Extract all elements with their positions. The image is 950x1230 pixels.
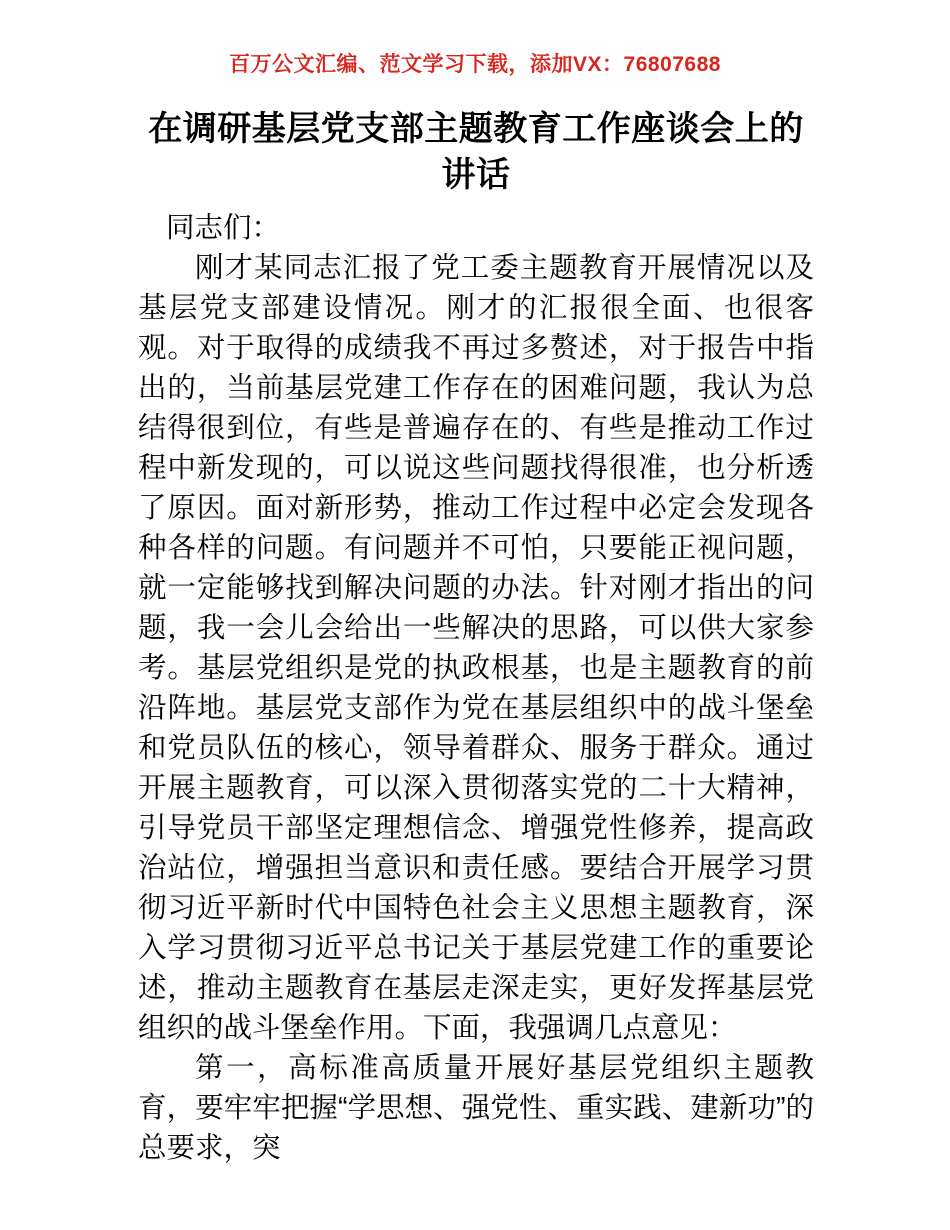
paragraph-2: 第一，高标准高质量开展好基层党组织主题教育，要牢牢把握“学思想、强党性、重实践、建新功”的总要求，突 — [138, 1052, 814, 1164]
salutation: 同志们： — [166, 212, 281, 244]
promo-banner: 百万公文汇编、范文学习下载，添加VX：76807688 — [229, 53, 721, 76]
page-title: 在调研基层党支部主题教育工作座谈会上的讲话 — [148, 110, 804, 194]
document-body — [138, 106, 814, 1168]
paragraph-1: 刚才某同志汇报了党工委主题教育开展情况以及基层党支部建设情况。刚才的汇报很全面、也很客观。对于取得的成绩我不再过多赘述，对于报告中指出的，当前基层党建工作存在的困难问题，我认为总结得很到位，有些是普遍存在的、有些是推动工作过程中新发现的，可以说这些问题找得很准，也分析透了原因。面对新形势，推动工作过程中必定会发现各种各样的问题。有问题并不可怕，只要能正视问题，就一定能够找到解决问题的办法。针对刚才指出的问题，我一会儿会给出一些解决的思路，可以供大家参考。基层党组织是党的执政根基，也是主题教育的前沿阵地。基层党支部作为党在基层组织中的战斗堡垒和党员队伍的核心，领导着群众、服务于群众。通过开展主题教育，可以深入贯彻落实党的二十大精神，引导党员干部坚定理想信念、增强党性修养，提高政治站位，增强担当意识和责任感。要结合开展学习贯彻习近平新时代中国特色社会主义思想主题教育，深入学习贯彻习近平总书记关于基层党建工作的重要论述，推动主题教育在基层走深走实，更好发挥基层党组织的战斗堡垒作用。下面，我强调几点意见： — [138, 252, 814, 1044]
